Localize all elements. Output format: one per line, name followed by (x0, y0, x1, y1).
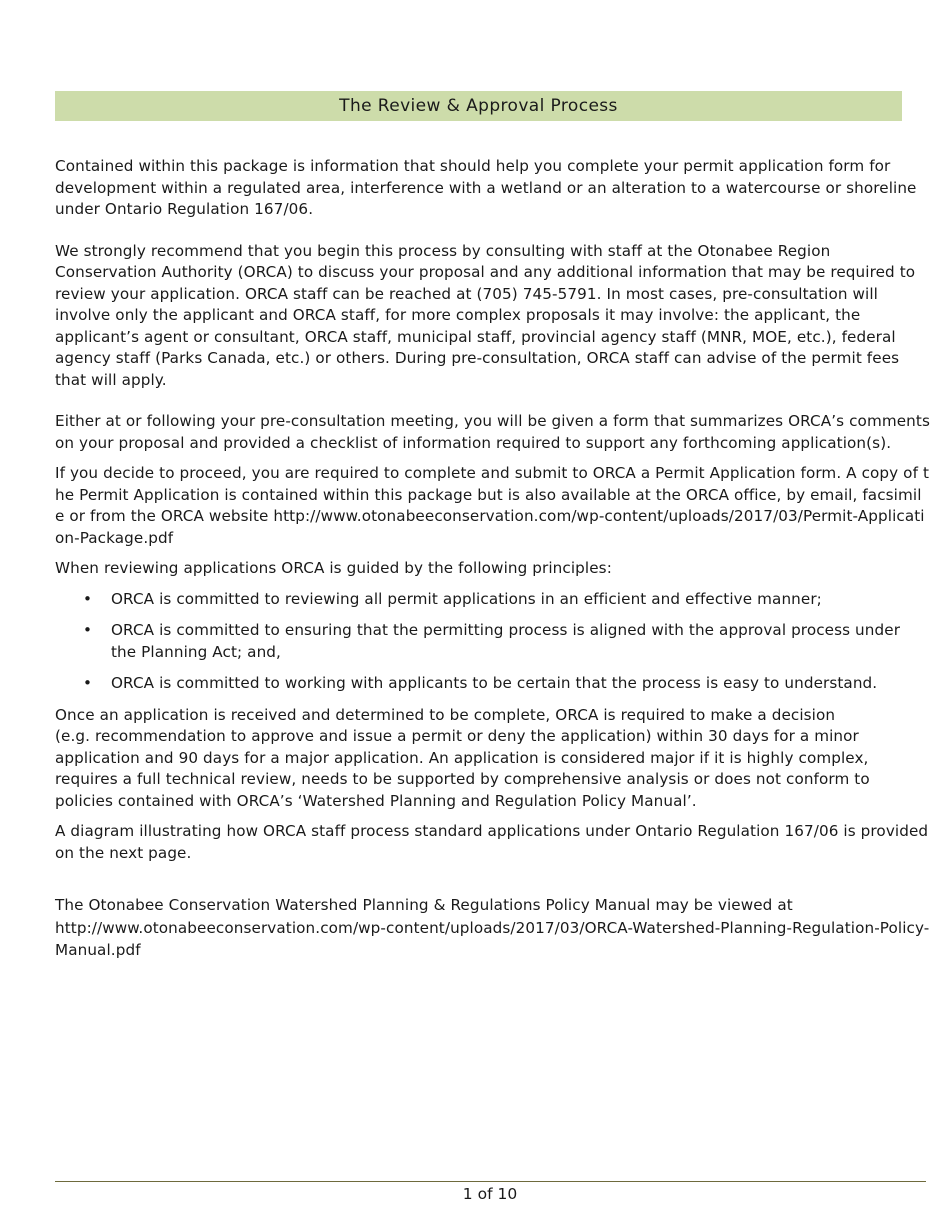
consultation-paragraph: We strongly recommend that you begin this process by consulting with staff at the Otonabee Region Conservation Authority (ORCA) to discuss your proposal and any additional information that may be required to review your application. ORCA staff can be reached at (705) 745-5791. In most cases, pre-consultation will involve only the applicant and ORCA staff, for more complex proposals it may involve: the applicant, the applicant’s agent or consultant, ORCA staff, municipal staff, provincial agency staff (MNR, MOE, etc.), federal agency staff (Parks Canada, etc.) or others. During pre-consultation, ORCA staff can advise of the permit fees that will apply. (55, 241, 916, 389)
list-item (55, 620, 930, 663)
page-number: 1 of 10 (462, 1185, 518, 1203)
decision-paragraph (55, 705, 930, 813)
pre-consultation-paragraph: Either at or following your pre-consultation meeting, you will be given a form that summarizes ORCA’s comments on your proposal and provided a checklist of information required to support any forthcoming application(s). (55, 412, 930, 452)
list-item (55, 589, 930, 611)
page-title: The Review & Approval Process (339, 96, 618, 116)
bullet-icon: • (83, 621, 93, 639)
document-body (55, 156, 930, 962)
principles-intro: When reviewing applications ORCA is guided by the following principles: (55, 559, 612, 577)
bullet-icon: • (83, 589, 93, 608)
decision-first-line: Once an application is received and determined to be complete, ORCA is required to make a decision (55, 705, 836, 724)
list-item (55, 673, 930, 695)
policy-manual-paragraph (55, 894, 930, 962)
policy-manual-link[interactable]: http://www.otonabeeconservation.com/wp-content/uploads/2017/03/ORCA-Watershed-Planning-Regulation-Policy-Manual.pdf (55, 918, 930, 959)
principle-text: ORCA is committed to reviewing all permit applications in an efficient and effective manner; (111, 589, 822, 608)
principle-text: ORCA is committed to ensuring that the permitting process is aligned with the approval process under the Planning Act; and, (111, 621, 901, 661)
intro-paragraph: Contained within this package is information that should help you complete your permit application form for development within a regulated area, interference with a wetland or an alteration to a watercourse or shoreline under Ontario Regulation 167/06. (55, 157, 917, 218)
decision-rest: (e.g. recommendation to approve and issue a permit or deny the application) within 30 days for a minor application and 90 days for a major application. An application is considered major if it is highly complex, requires a full technical review, needs to be supported by comprehensive analysis or does not conform to policies contained with ORCA’s ‘Watershed Planning and Regulation Policy Manual’. (55, 727, 870, 810)
footer-divider (55, 1181, 926, 1182)
section-title-bar (55, 91, 902, 121)
policy-manual-text: The Otonabee Conservation Watershed Planning & Regulations Policy Manual may be viewed at (55, 896, 793, 914)
permit-application-paragraph: If you decide to proceed, you are required to complete and submit to ORCA a Permit Application form. A copy of the Permit Application is contained within this package but is also available at the ORCA office, by email, facsimile or from the ORCA website http://www.otonabeeconservation.com/wp-content/uploads/2017/03/Permit-Application-Package.pdf (55, 464, 930, 547)
diagram-note-paragraph: A diagram illustrating how ORCA staff process standard applications under Ontario Regulation 167/06 is provided on the next page. (55, 822, 929, 862)
bullet-icon: • (83, 674, 93, 692)
principles-list (55, 589, 930, 695)
principle-text: ORCA is committed to working with applicants to be certain that the process is easy to understand. (111, 674, 878, 692)
